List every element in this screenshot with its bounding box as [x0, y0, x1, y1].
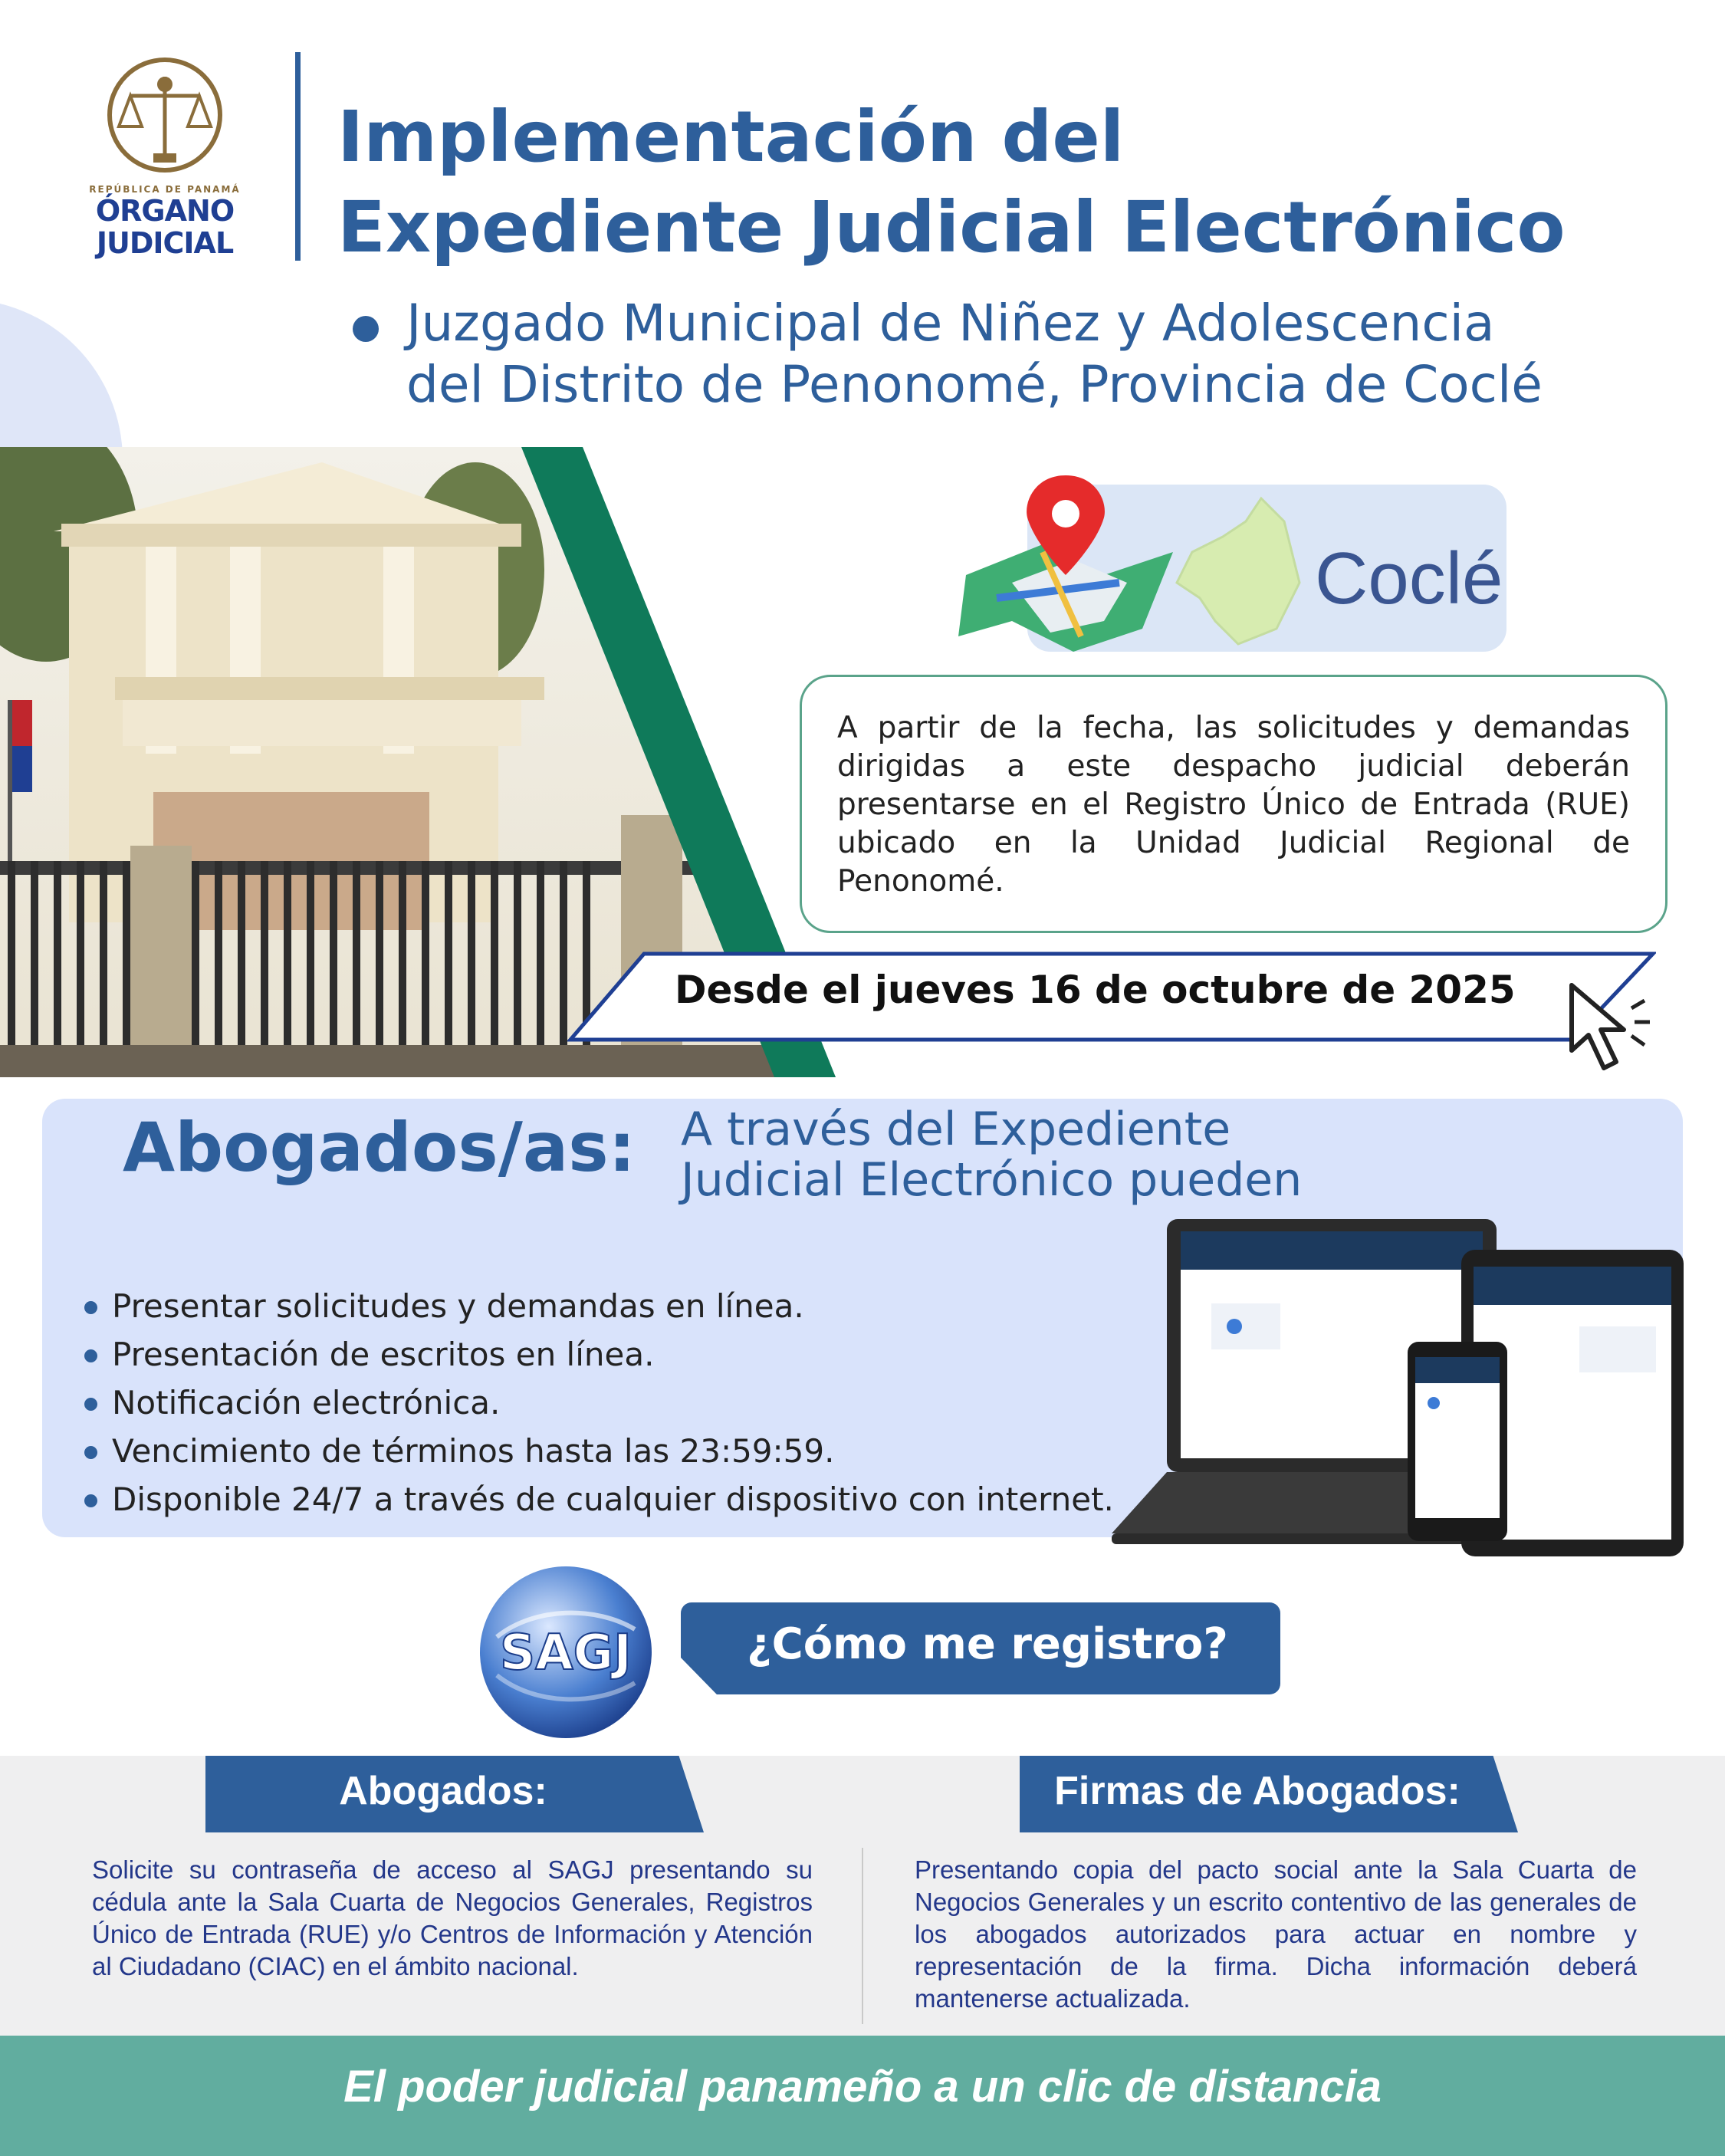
subtitle-line-2: del Distrito de Penonomé, Provincia de Coclé — [406, 355, 1543, 414]
abogados-desc-line-2: Judicial Electrónico pueden — [681, 1153, 1303, 1207]
logo-judicial: JUDICIAL — [96, 226, 234, 260]
abogados-title: Abogados/as: — [123, 1108, 636, 1187]
sagj-logo — [474, 1560, 658, 1744]
province-name: Coclé — [1315, 537, 1503, 620]
cursor-icon — [1564, 978, 1656, 1077]
firmas-column-title: Firmas de Abogados: — [1054, 1769, 1460, 1813]
subtitle-bullet — [353, 316, 379, 342]
abogados-description — [681, 1104, 1432, 1205]
sagj-logo-text: SAGJ — [500, 1625, 632, 1681]
cocle-map-shape — [1169, 491, 1307, 652]
list-item: Vencimiento de términos hasta las 23:59:59. — [84, 1427, 1142, 1475]
date-banner-text: Desde el jueves 16 de octubre de 2025 — [675, 968, 1516, 1012]
title-line-2: Expediente Judicial Electrónico — [337, 186, 1566, 268]
abogados-column-text: Solicite su contraseña de acceso al SAGJ presentando su cédula ante la Sala Cuarta de Negocios Generales, Registros Único de Entrada (RUE) y/o Centros de Información y Atención al Ciudadano (CIAC) en el ámbito nacional. — [92, 1855, 813, 1980]
logo-republica: REPÚBLICA DE PANAMÁ — [89, 184, 241, 195]
logo-organo: ÓRGANO — [95, 194, 235, 228]
subtitle-line-1: Juzgado Municipal de Niñez y Adolescencia — [406, 294, 1495, 353]
justice-scales-icon — [96, 54, 234, 176]
abogados-column-title: Abogados: — [339, 1769, 547, 1813]
devices-illustration — [1104, 1211, 1687, 1579]
list-item: Disponible 24/7 a través de cualquier dispositivo con internet. — [84, 1475, 1142, 1523]
firmas-column-text: Presentando copia del pacto social ante la Sala Cuarta de Negocios Generales y un escrito contentivo de las generales de los abogados autorizados para actuar en nombre y representación de la firma. Dicha información deberá mantenerse actualizada. — [915, 1855, 1637, 2013]
header-divider — [295, 52, 301, 261]
list-item: Notificación electrónica. — [84, 1379, 1142, 1427]
page-subtitle — [406, 293, 1694, 416]
register-button-label[interactable]: ¿Cómo me registro? — [747, 1619, 1228, 1669]
list-item: Presentación de escritos en línea. — [84, 1330, 1142, 1379]
organo-judicial-logo — [84, 54, 245, 261]
notice-text: A partir de la fecha, las solicitudes y demandas dirigidas a este despacho judicial deberán presentarse en el Registro Único de Entrada (RUE) ubicado en la Unidad Judicial Regional de Penonomé. — [837, 711, 1630, 899]
column-divider — [862, 1848, 863, 2024]
page-title — [337, 92, 1702, 273]
map-pin-icon — [951, 468, 1181, 659]
list-item: Presentar solicitudes y demandas en línea. — [84, 1282, 1142, 1330]
footer-tagline: El poder judicial panameño a un clic de distancia — [343, 2062, 1382, 2112]
title-line-1: Implementación del — [337, 96, 1125, 178]
abogados-features-list — [84, 1282, 1142, 1523]
abogados-desc-line-1: A través del Expediente — [681, 1103, 1231, 1156]
